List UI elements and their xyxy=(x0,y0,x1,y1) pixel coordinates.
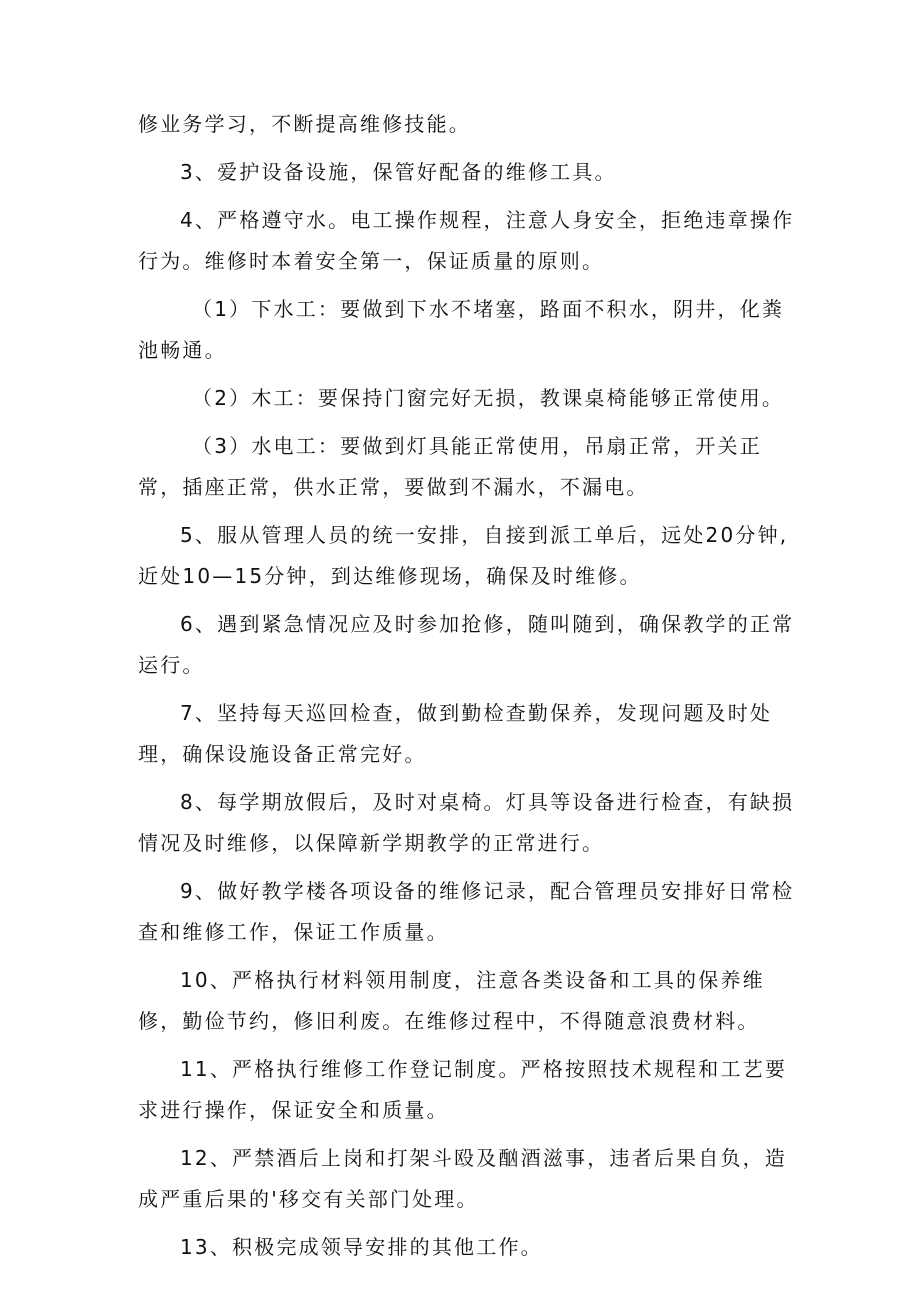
paragraph-item-10: 10、严格执行材料领用制度，注意各类设备和工具的保养维修，勤俭节约，修旧利废。在维修过程中，不得随意浪费材料。 xyxy=(138,968,765,1033)
paragraph-item-4: 4、严格遵守水。电工操作规程，注意人身安全，拒绝违章操作行为。维修时本着安全第一，保证质量的原则。 xyxy=(138,208,795,273)
paragraph-subitem-2: （2）木工：要保持门窗完好无损，教课桌椅能够正常使用。 xyxy=(192,386,785,410)
paragraph-item-6: 6、遇到紧急情况应及时参加抢修，随叫随到，确保教学的正常运行。 xyxy=(138,612,795,677)
paragraph-item-13: 13、积极完成领导安排的其他工作。 xyxy=(180,1235,543,1259)
paragraph-subitem-1: （1）下水工：要做到下水不堵塞，路面不积水，阴井，化粪池畅通。 xyxy=(138,297,785,362)
paragraph-item-11: 11、严格执行维修工作登记制度。严格按照技术规程和工艺要求进行操作，保证安全和质量。 xyxy=(138,1057,788,1122)
paragraph-continuation: 修业务学习，不断提高维修技能。 xyxy=(138,112,471,136)
paragraph-item-3: 3、爱护设备设施，保管好配备的维修工具。 xyxy=(180,160,617,184)
paragraph-item-5: 5、服从管理人员的统一安排，自接到派工单后，远处20分钟,近处10—15分钟，到达维修现场，确保及时维修。 xyxy=(138,523,789,588)
paragraph-item-7: 7、坚持每天巡回检查，做到勤检查勤保养，发现问题及时处理，确保设施设备正常完好。 xyxy=(138,701,773,766)
paragraph-item-8: 8、每学期放假后，及时对桌椅。灯具等设备进行检查，有缺损情况及时维修，以保障新学期教学的正常进行。 xyxy=(138,790,795,855)
paragraph-item-9: 9、做好教学楼各项设备的维修记录，配合管理员安排好日常检查和维修工作，保证工作质量。 xyxy=(138,879,795,944)
paragraph-item-12: 12、严禁酒后上岗和打架斗殴及酗酒滋事，违者后果自负，造成严重后果的'移交有关部门处理。 xyxy=(138,1146,788,1211)
document-body xyxy=(138,104,798,1268)
paragraph-subitem-3: （3）水电工：要做到灯具能正常使用，吊扇正常，开关正常，插座正常，供水正常，要做到不漏水，不漏电。 xyxy=(138,434,762,499)
